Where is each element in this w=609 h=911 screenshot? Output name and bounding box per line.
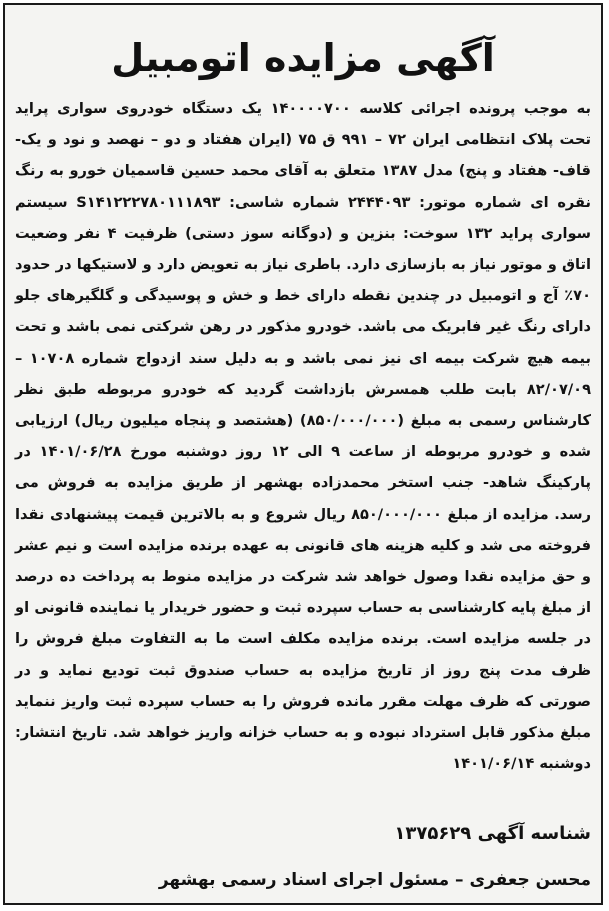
notice-body: به موجب پرونده اجرائی کلاسه ۱۴۰۰۰۰۷۰۰ یک دستگاه خودروی سواری پراید تحت پلاک انتظامی ایران ۷۲ – ۹۹۱ ق ۷۵ (ایران هفتاد و دو – نهصد و نود و یک- قاف- هفتاد و پنج) مدل ۱۳۸۷ متعلق به آقای محمد حسین قاسمیان خورو به رنگ نقره ای شماره موتور: ۲۴۴۴۰۹۳ شماره شاسی: S۱۴۱۲۲۲۷۸۰۱۱۱۸۹۳ سیستم سواری پراید ۱۳۲ سوخت: بنزین و (دوگانه سوز دستی) ظرفیت ۴ نفر وضعیت اتاق و موتور نیاز به بازسازی دارد. باطری نیاز به تعویض دارد و لاستیکها در حدود ۷۰٪ آج و اتومبیل در چندین نقطه دارای خط و خش و پوسیدگی و گلگیرهای جلو دارای رنگ غیر فابریک می باشد. خودرو مذکور در رهن شرکتی نمی باشد و تحت بیمه هیچ شرکت بیمه ای نیز نمی باشد و به دلیل سند ازدواج شماره ۱۰۷۰۸ – ۸۲/۰۷/۰۹ بابت طلب همسرش بازداشت گردید که خودرو مربوطه طبق نظر کارشناس رسمی به مبلغ (۸۵۰/۰۰۰/۰۰۰) (هشتصد و پنجاه میلیون ریال) ارزیابی شده و خودرو مربوطه از ساعت ۹ الی ۱۲ روز دوشنبه مورخ ۱۴۰۱/۰۶/۲۸ در پارکینگ شاهد- جنب استخر محمدزاده بهشهر از طریق مزایده به فروش می رسد. مزایده از مبلغ ۸۵۰/۰۰۰/۰۰۰ ریال شروع و به بالاترین قیمت پیشنهادی نقدا فروخته می شد و کلیه هزینه های قانونی به عهده برنده مزایده است و نیم عشر و حق مزایده نقدا وصول خواهد شد شرکت در مزایده منوط به پرداخت ده درصد از مبلغ پایه کارشناسی به حساب سپرده ثبت و حضور خریدار یا نماینده قانونی او در جلسه مزایده است. برنده مزایده مکلف است ما به التفاوت مبلغ فروش را ظرف مدت پنج روز از تاریخ مزایده به حساب صندوق ثبت تودیع نماید و در صورتی که ظرف مهلت مقرر مانده فروش را به حساب سپرده ثبت واریز ننماید مبلغ مذکور قابل استرداد نبوده و به حساب خزانه واریز خواهد شد. تاریخ انتشار: دوشنبه ۱۴۰۱/۰۶/۱۴: [15, 100, 591, 773]
signature: محسن جعفری – مسئول اجرای اسناد رسمی بهشهر: [158, 870, 591, 890]
notice-id: شناسه آگهی ۱۳۷۵۶۲۹: [394, 823, 591, 844]
notice-frame: [3, 3, 603, 905]
notice-title: آگهی مزایده اتومبیل: [111, 36, 495, 80]
